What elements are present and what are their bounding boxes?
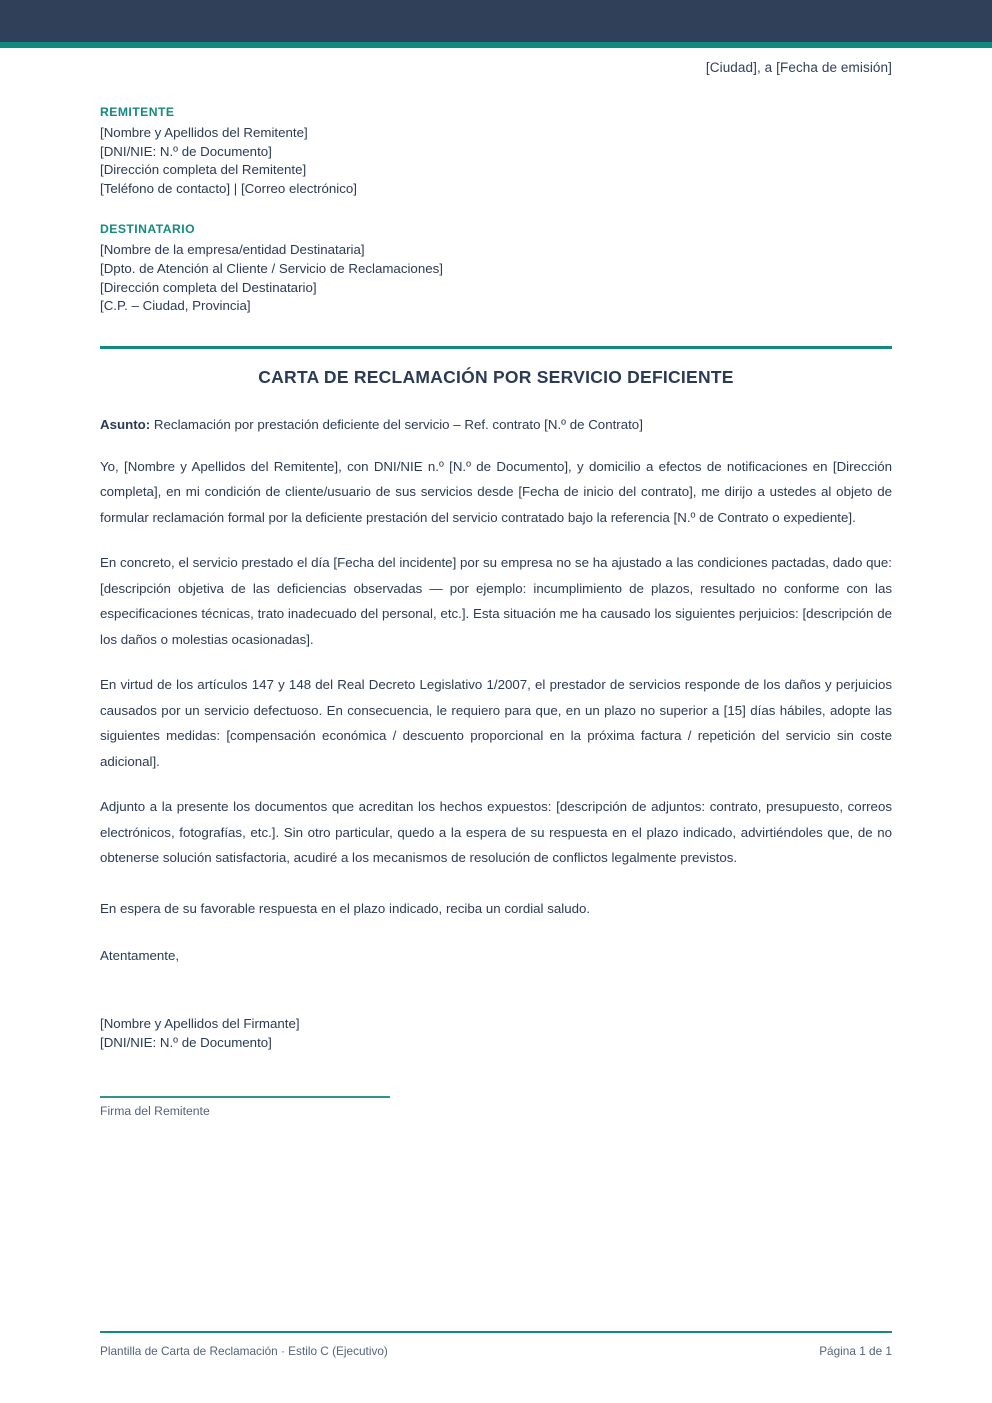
page-title: CARTA DE RECLAMACIÓN POR SERVICIO DEFICIENTE — [258, 366, 734, 387]
signature-rule — [100, 1096, 390, 1098]
body-paragraph-1: Yo, [Nombre y Apellidos del Remitente], con DNI/NIE n.º [N.º de Documento], y domicilio a efectos de notificaciones en [Dirección completa], en mi condición de cliente/usuario de sus servicios desde [Fecha de inicio del contrato], me dirijo a ustedes al objeto de formular reclamación formal por la deficiente prestación del servicio contratado bajo la referencia [N.º de Contrato o expediente]. — [100, 458, 892, 525]
signature-caption: Firma del Remitente — [100, 1103, 210, 1118]
sender-document: [DNI/NIE: N.º de Documento] — [100, 143, 272, 159]
footer-row — [100, 1344, 892, 1358]
footer-page-number: Página 1 de 1 — [819, 1344, 892, 1358]
recipient-department: [Dpto. de Atención al Cliente / Servicio de Reclamaciones] — [100, 260, 443, 276]
recipient-city: [C.P. – Ciudad, Provincia] — [100, 298, 251, 314]
title-divider — [100, 346, 892, 349]
document-page — [0, 60, 992, 1118]
body-paragraph-3: En virtud de los artículos 147 y 148 del Real Decreto Legislativo 1/2007, el prestador de servicios responde de los daños y perjuicios causados por un servicio defectuoso. En consecuencia, le requiero para que, en un plazo no superior a [15] días hábiles, adopte las siguientes medidas: [compensación económica / descuento proporcional en la próxima factura / repetición del servicio sin coste adicional]. — [100, 677, 892, 769]
recipient-address: [Dirección completa del Destinatario] — [100, 279, 317, 295]
date-line: [Ciudad], a [Fecha de emisión] — [705, 60, 892, 75]
subject-line — [100, 415, 892, 434]
sender-name: [Nombre y Apellidos del Remitente] — [100, 125, 308, 140]
footer-template-label: Plantilla de Carta de Reclamación · Estilo C (Ejecutivo) — [100, 1344, 388, 1358]
signer-name: [Nombre y Apellidos del Firmante] — [100, 1015, 300, 1031]
header-band — [0, 0, 992, 42]
page-footer — [100, 1331, 892, 1358]
recipient-company: [Nombre de la empresa/entidad Destinataria] — [100, 242, 365, 258]
footer-divider — [100, 1331, 892, 1333]
recipient-block — [100, 222, 892, 315]
signature-block — [100, 1014, 892, 1118]
subject-text: Reclamación por prestación deficiente del servicio – Ref. contrato [N.º de Contrato] — [150, 416, 643, 432]
body-paragraph-2: En concreto, el servicio prestado el día [Fecha del incidente] por su empresa no se ha ajustado a las condiciones pactadas, dado que: [descripción objetiva de las deficiencias observadas — por ejemplo: incumplimiento de plazos, resultado no conforme con las especificaciones técnicas, trato inadecuado del personal, etc.]. Esta situación me ha causado los siguientes perjuicios: [descripción de los daños o molestias ocasionadas]. — [100, 555, 892, 647]
header-accent-stripe — [0, 42, 992, 48]
subject-label: Asunto: — [100, 416, 151, 432]
body-paragraph-4: Adjunto a la presente los documentos que acreditan los hechos expuestos: [descripción de adjuntos: contrato, presupuesto, correos electrónicos, fotografías, etc.]. Sin otro particular, quedo a la espera de su respuesta en el plazo indicado, advirtiéndoles que, de no obtenerse solución satisfactoria, acudiré a los mecanismos de resolución de conflictos legalmente previstos. — [100, 799, 892, 866]
sender-block — [100, 105, 892, 198]
sender-address: [Dirección completa del Remitente] — [100, 162, 307, 178]
sender-contact: [Teléfono de contacto] | [Correo electrónico] — [100, 180, 357, 196]
closing-paragraph: En espera de su favorable respuesta en el plazo indicado, reciba un cordial saludo. — [100, 900, 591, 916]
recipient-heading: DESTINATARIO — [100, 222, 195, 237]
sender-heading: REMITENTE — [100, 105, 175, 119]
signer-document: [DNI/NIE: N.º de Documento] — [100, 1035, 272, 1051]
salutation: Atentamente, — [100, 948, 180, 964]
